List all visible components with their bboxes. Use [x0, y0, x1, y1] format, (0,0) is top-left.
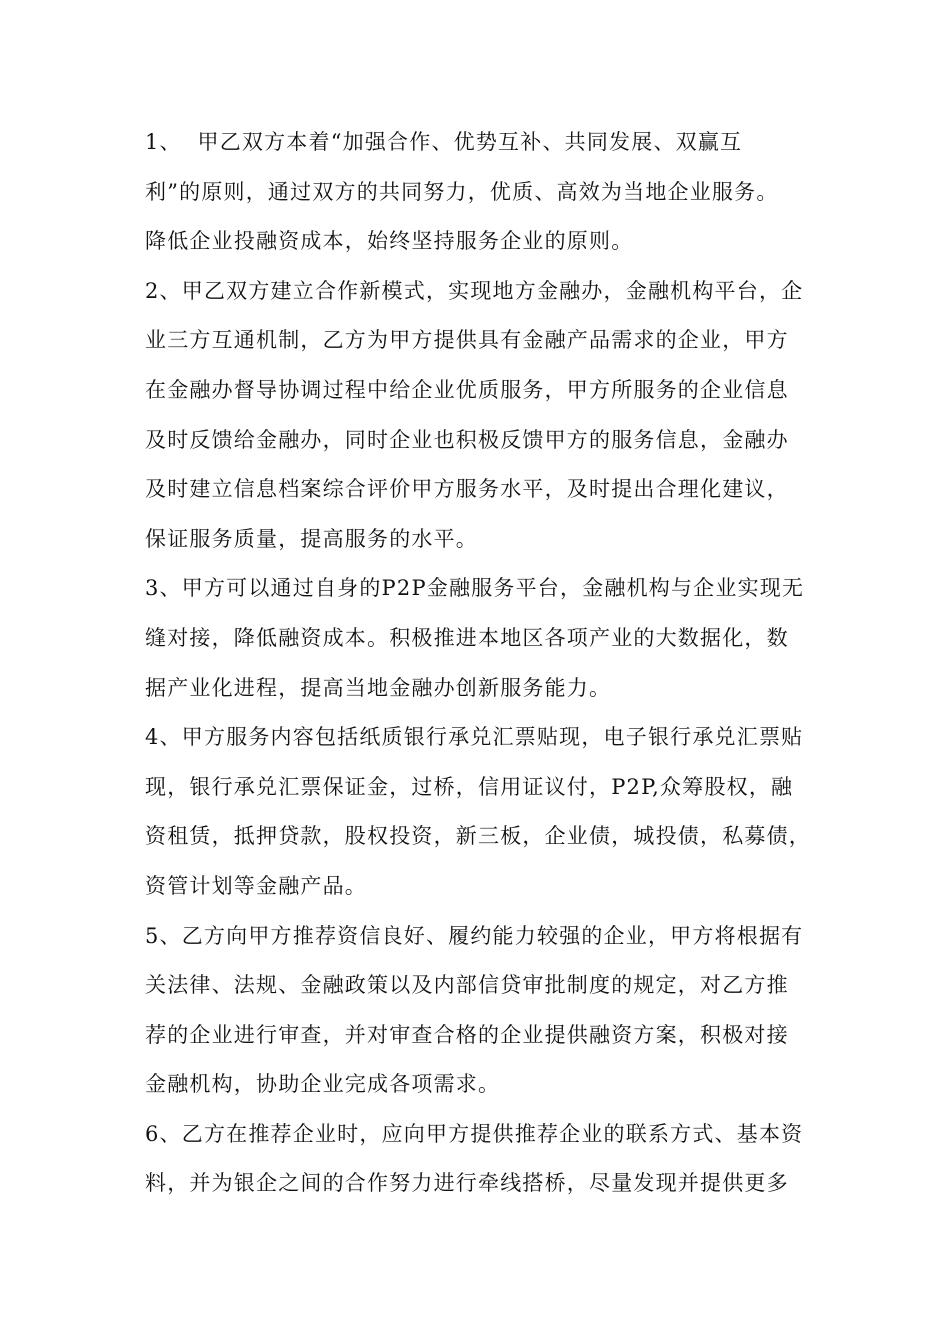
text-line: 降低企业投融资成本，始终坚持服务企业的原则。 — [145, 229, 634, 254]
text-line: 4、甲方服务内容包括纸质银行承兑汇票贴现，电子银行承兑汇票贴 — [145, 725, 804, 750]
text-line: 2、甲乙双方建立合作新模式，实现地方金融办，金融机构平台，企 — [145, 278, 804, 303]
text-line: 利”的原则，通过双方的共同努力，优质、高效为当地企业服务。 — [145, 179, 779, 204]
text-line: 及时建立信息档案综合评价甲方服务水平，及时提出合理化建议， — [145, 477, 789, 502]
text-line: 在金融办督导协调过程中给企业优质服务，甲方所服务的企业信息 — [145, 377, 789, 402]
document-body — [145, 122, 845, 1213]
text-line: 料，并为银企之间的合作努力进行牵线搭桥，尽量发现并提供更多 — [145, 1171, 789, 1196]
text-line: 缝对接，降低融资成本。积极推进本地区各项产业的大数据化，数 — [145, 625, 789, 650]
text-line: 3、甲方可以通过自身的P2P金融服务平台，金融机构与企业实现无 — [145, 576, 805, 601]
text-line: 现，银行承兑汇票保证金，过桥，信用证议付，P2P,众筹股权，融 — [145, 774, 794, 799]
text-line: 6、乙方在推荐企业时，应向甲方提供推荐企业的联系方式、基本资 — [145, 1121, 804, 1146]
text-line: 荐的企业进行审查，并对审查合格的企业提供融资方案，积极对接 — [145, 1022, 789, 1047]
text-line: 保证服务质量，提高服务的水平。 — [145, 526, 478, 551]
text-line: 5、乙方向甲方推荐资信良好、履约能力较强的企业，甲方将根据有 — [145, 923, 804, 948]
text-line: 资租赁，抵押贷款，股权投资，新三板，企业债，城投债，私募债， — [145, 824, 811, 849]
text-line: 关法律、法规、金融政策以及内部信贷审批制度的规定，对乙方推 — [145, 973, 789, 998]
text-line: 据产业化进程，提高当地金融办创新服务能力。 — [145, 675, 612, 700]
text-line: 业三方互通机制，乙方为甲方提供具有金融产品需求的企业，甲方 — [145, 328, 789, 353]
text-line: 金融机构，协助企业完成各项需求。 — [145, 1072, 501, 1097]
text-line: 1、 甲乙双方本着“加强合作、优势互补、共同发展、双赢互 — [145, 130, 743, 154]
text-line: 资管计划等金融产品。 — [145, 873, 367, 898]
text-line: 及时反馈给金融办，同时企业也积极反馈甲方的服务信息，金融办 — [145, 427, 789, 452]
